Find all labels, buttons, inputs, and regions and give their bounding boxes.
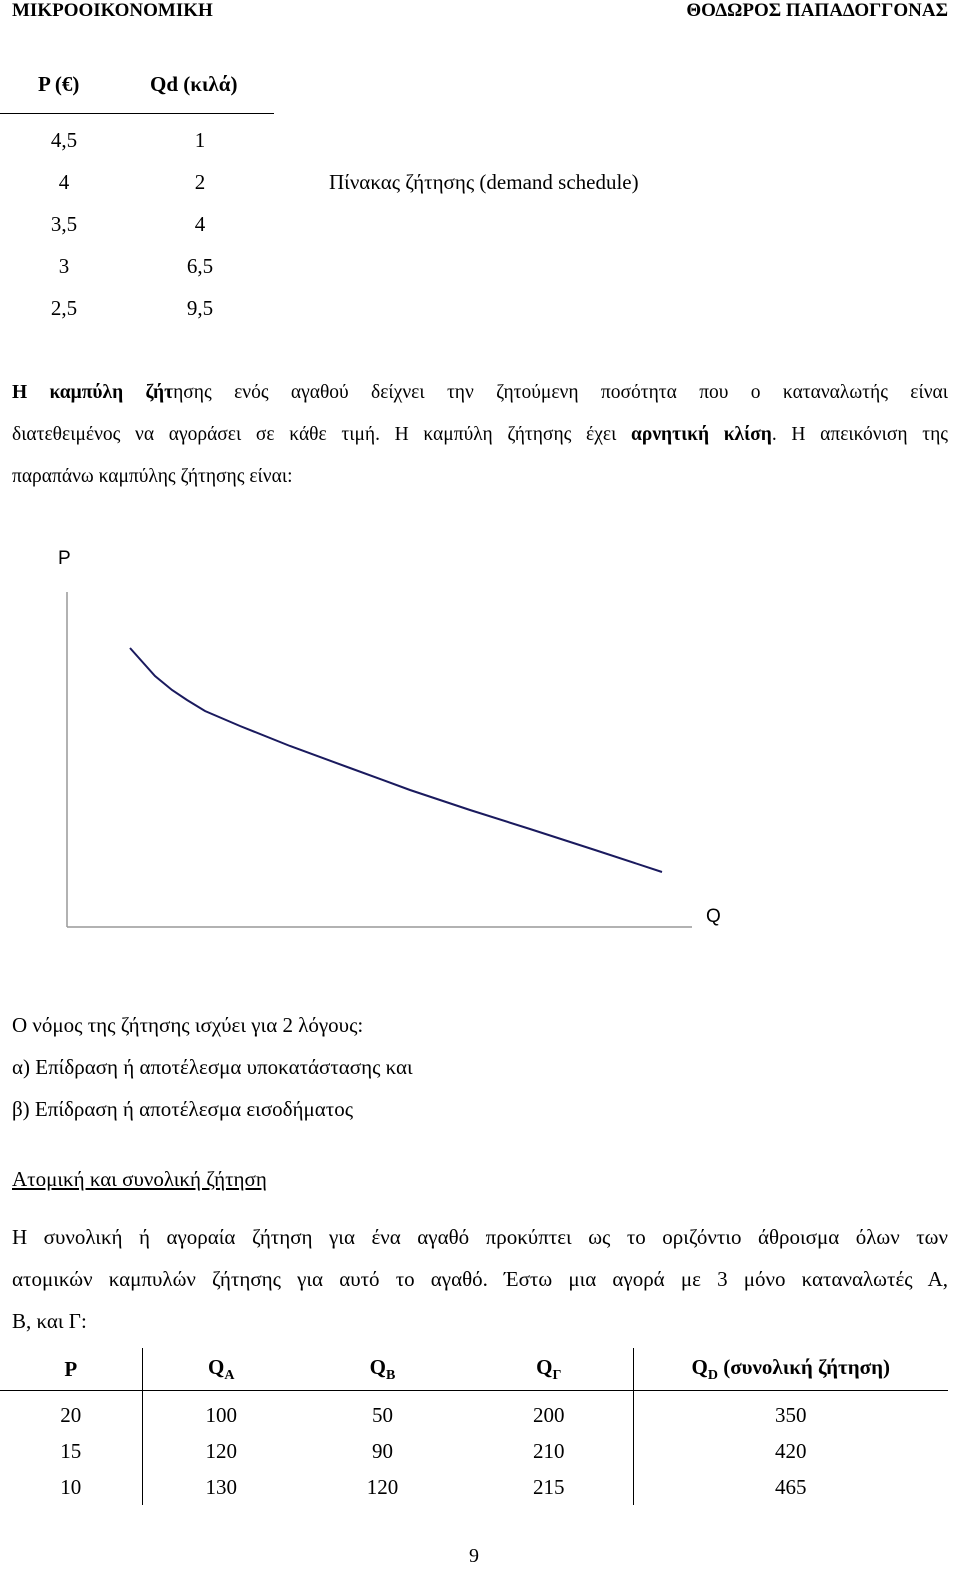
cell-qd: 465 — [633, 1469, 948, 1505]
schedule-price: 3 — [58, 254, 70, 278]
section-line-1: Η συνολική ή αγοραία ζήτηση για ένα αγαθό προκύπτει ως το οριζόντιο άθροισμα όλων των — [12, 1225, 948, 1249]
intro-bold-term: αρνητική κλίση — [631, 424, 772, 445]
demand-curve — [130, 648, 662, 872]
table-row — [0, 1469, 948, 1505]
header-qg: $Q_\Gamma$ — [465, 1348, 633, 1391]
schedule-qty: 4 — [194, 212, 206, 236]
schedule-header-qty: Qd (κιλά) — [150, 72, 238, 96]
header-author-right: ΘΟΔΩΡΟΣ ΠΑΠΑΔΟΓΓΟΝΑΣ — [686, 0, 948, 21]
intro-line-2 — [12, 414, 948, 456]
table-header-row — [0, 1348, 948, 1391]
cell-p: 10 — [60, 1474, 82, 1499]
cell-p: 20 — [60, 1402, 82, 1427]
cell-qb: 90 — [372, 1438, 393, 1463]
schedule-row — [0, 170, 274, 210]
schedule-qty: 9,5 — [186, 296, 214, 320]
cell-qa: 120 — [142, 1433, 300, 1469]
cell-qg: 200 — [533, 1402, 565, 1427]
law-reason-b: β) Επίδραση ή αποτέλεσμα εισοδήματος — [12, 1097, 354, 1121]
cell-qg: 215 — [533, 1474, 565, 1499]
schedule-caption: Πίνακας ζήτησης (demand schedule) — [329, 170, 639, 194]
schedule-price: 4 — [58, 170, 70, 194]
cell-qb: 120 — [366, 1474, 399, 1499]
header-qd: $Q_D$ (συνολική ζήτηση) — [633, 1348, 948, 1391]
cell-qd: 350 — [633, 1391, 948, 1434]
graph-x-axis-label: Q — [706, 906, 721, 927]
schedule-qty: 2 — [194, 170, 206, 194]
schedule-price: 4,5 — [50, 128, 78, 152]
header-title-left: ΜΙΚΡΟΟΙΚΟΝΟΜΙΚΗ — [12, 0, 213, 21]
schedule-row — [0, 128, 274, 168]
intro-text: . Η απεικόνιση της — [771, 424, 948, 445]
section-line-2: ατομικών καμπυλών ζήτησης για αυτό το αγαθό. Έστω μια αγορά με 3 μόνο καταναλωτές Α, — [12, 1267, 948, 1291]
schedule-header-rule — [0, 113, 274, 114]
schedule-qty: 1 — [194, 128, 206, 152]
header-qb: $Q_B$ — [300, 1348, 465, 1391]
table-row — [0, 1391, 948, 1434]
graph-y-axis-label: P — [58, 548, 71, 569]
intro-line-1 — [12, 372, 948, 414]
section-heading: Ατομική και συνολική ζήτηση — [12, 1167, 267, 1191]
schedule-row — [0, 296, 274, 336]
schedule-header-price: P (€) — [38, 72, 80, 96]
intro-line-3: παραπάνω καμπύλης ζήτησης είναι: — [12, 466, 293, 487]
cell-qa: 100 — [142, 1391, 300, 1434]
schedule-qty: 6,5 — [186, 254, 214, 278]
cell-qa: 130 — [142, 1469, 300, 1505]
cell-p: 15 — [60, 1438, 82, 1463]
cell-qb: 50 — [372, 1402, 393, 1427]
header-qa: $Q_A$ — [142, 1348, 300, 1391]
schedule-price: 3,5 — [50, 212, 78, 236]
section-line-3: Β, και Γ: — [12, 1309, 87, 1333]
demand-curve-graph — [0, 580, 960, 940]
intro-text: διατεθειμένος να αγοράσει σε κάθε τιμή. Η καμπύλη ζήτησης έχει — [12, 424, 631, 445]
schedule-row — [0, 254, 274, 294]
schedule-row — [0, 212, 274, 252]
market-demand-table — [0, 1348, 948, 1505]
intro-bold-term: Η καμπύλη ζήτ — [12, 382, 174, 403]
cell-qg: 210 — [533, 1438, 565, 1463]
schedule-price: 2,5 — [50, 296, 78, 320]
page-number: 9 — [469, 1545, 479, 1567]
law-reason-a: α) Επίδραση ή αποτέλεσμα υποκατάστασης και — [12, 1055, 413, 1079]
header-p: P — [0, 1348, 142, 1391]
cell-qd: 420 — [633, 1433, 948, 1469]
table-row — [0, 1433, 948, 1469]
intro-text: ησης ενός αγαθού δείχνει την ζητούμενη ποσότητα που ο καταναλωτής είναι — [173, 382, 948, 403]
law-title: Ο νόμος της ζήτησης ισχύει για 2 λόγους: — [12, 1013, 364, 1037]
